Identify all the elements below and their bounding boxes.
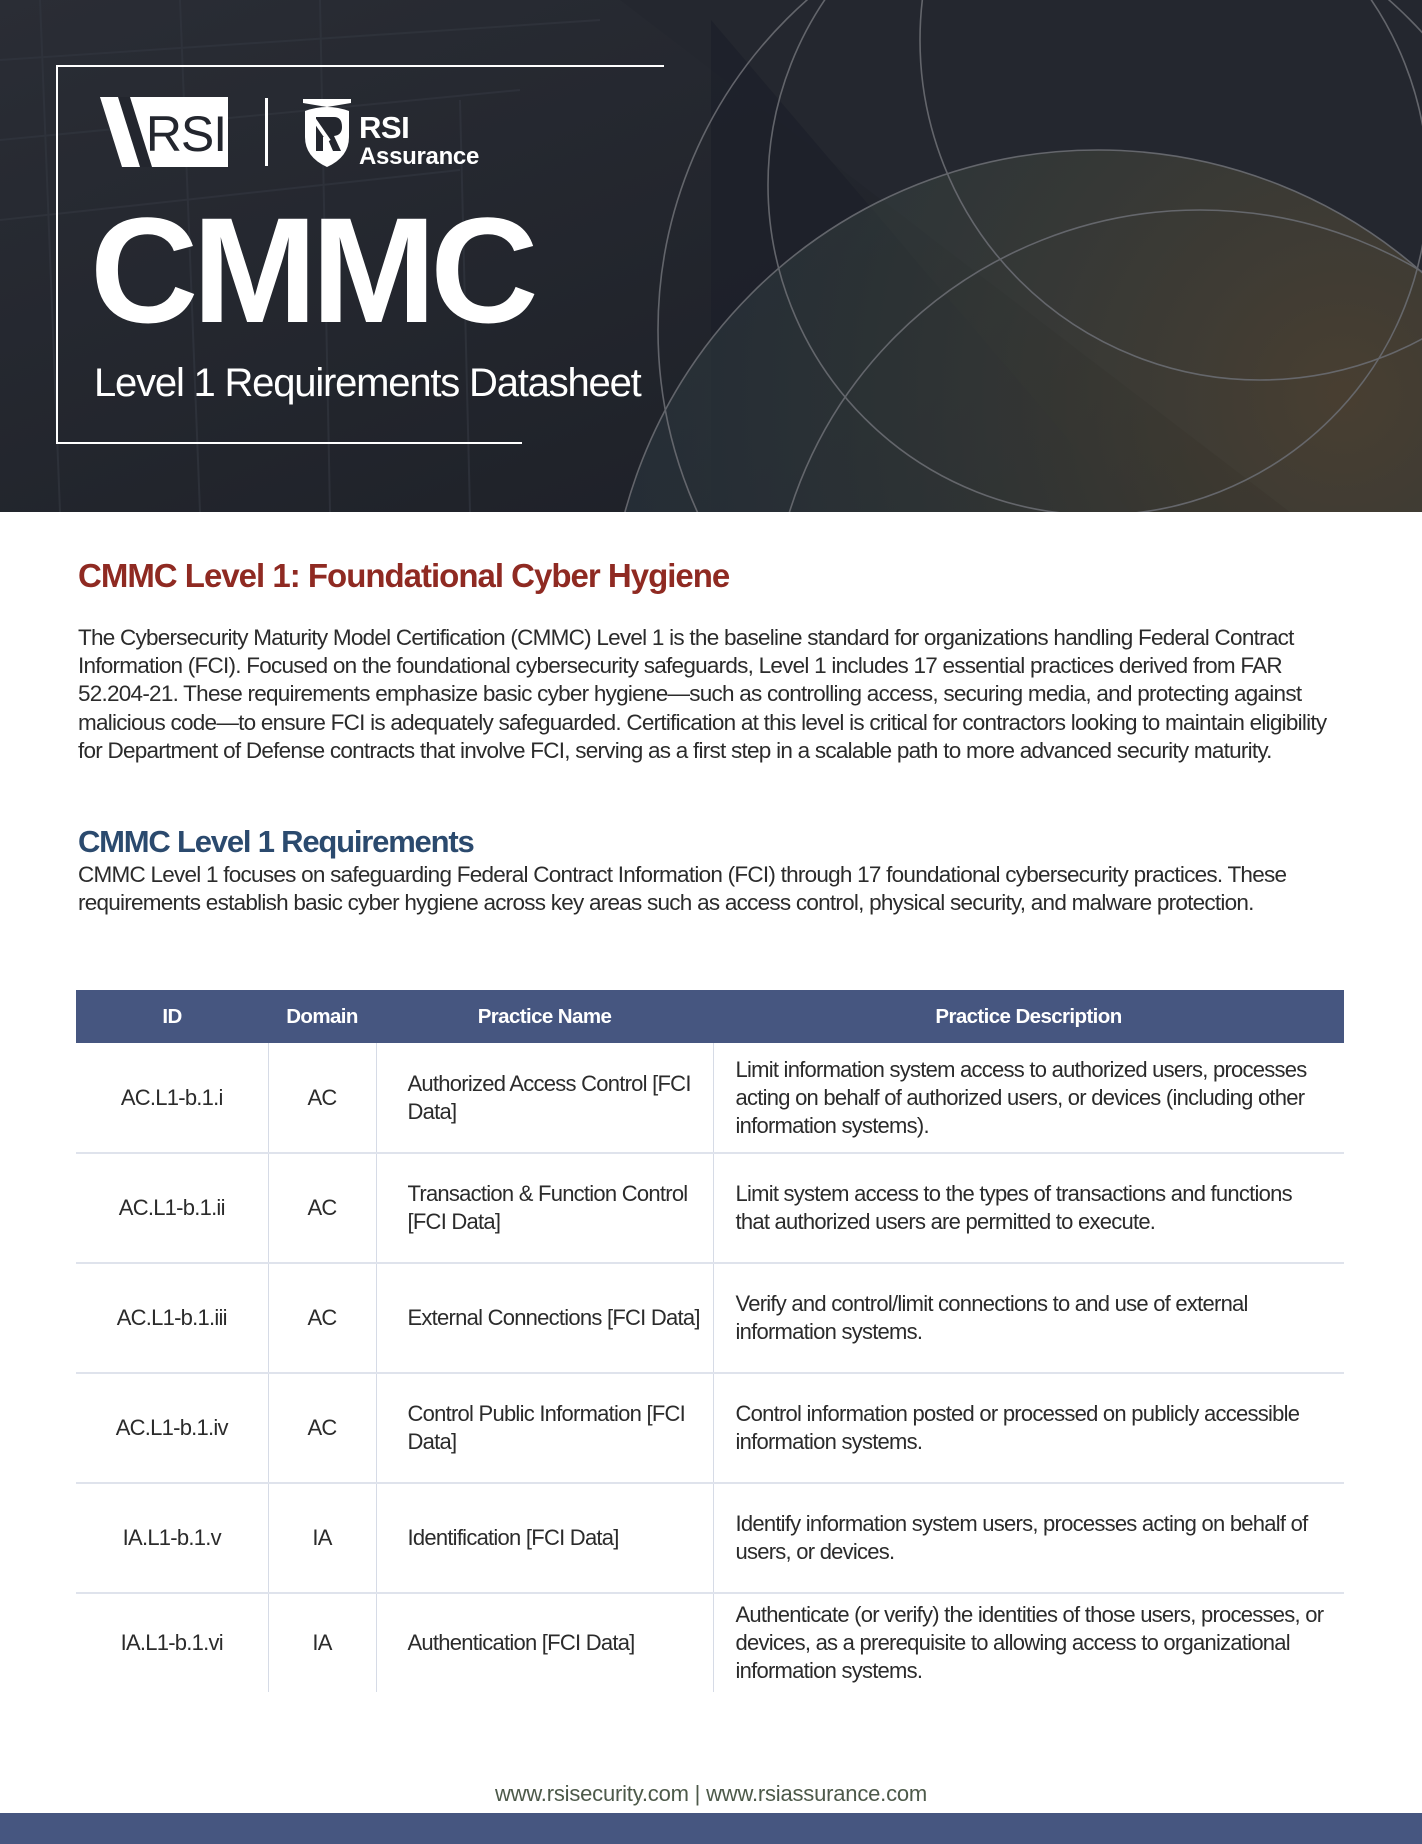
shield-icon [301,97,353,169]
cell-practice-description: Verify and control/limit connections to and use of external information systems. [713,1263,1344,1373]
rsi-logo-icon [100,97,228,167]
table-row [76,1263,1344,1373]
footer-website-links[interactable]: www.rsisecurity.com | www.rsiassurance.com [494,1781,928,1806]
column-header-practice-name: Practice Name [376,990,713,1043]
hero-frame-line [56,65,58,444]
section-heading-requirements: CMMC Level 1 Requirements [78,824,474,859]
cell-domain: AC [268,1043,376,1153]
cell-practice-description: Authenticate (or verify) the identities of those users, processes, or devices, as a prerequisite to allowing access to organizational information systems. [713,1593,1344,1692]
footer-bar [0,1813,1422,1844]
cell-id: AC.L1-b.1.iii [116,1305,227,1330]
table-row [76,1373,1344,1483]
cell-practice-name: External Connections [FCI Data] [376,1263,713,1373]
cell-practice-name: Control Public Information [FCI Data] [376,1373,713,1483]
hero-frame-line [56,442,522,444]
cell-domain: IA [268,1483,376,1593]
cell-domain: AC [268,1153,376,1263]
cell-practice-name: Transaction & Function Control [FCI Data] [376,1153,713,1263]
cell-practice-name: Authorized Access Control [FCI Data] [376,1043,713,1153]
hero-title: CMMC [90,186,533,354]
svg-text:RSI: RSI [145,106,227,162]
cell-practice-description: Limit information system access to authorized users, processes acting on behalf of authorized users, or devices (including other information systems). [713,1043,1344,1153]
table-header-row [76,990,1344,1043]
cell-practice-name: Identification [FCI Data] [376,1483,713,1593]
hero-banner [0,0,1422,512]
requirements-paragraph: CMMC Level 1 focuses on safeguarding Federal Contract Information (FCI) through 17 foundational cybersecurity practices. These requirements establish basic cyber hygiene across key areas such as access control, physical security, and malware protection. [78,862,1287,916]
rsi-assurance-logo-name: RSI [359,110,410,145]
hero-subtitle: Level 1 Requirements Datasheet [94,361,641,405]
cell-id: IA.L1-b.1.vi [120,1630,223,1655]
column-header-domain: Domain [268,990,376,1043]
cell-id: AC.L1-b.1.i [120,1084,223,1110]
requirements-table [76,990,1344,1692]
table-row [76,1593,1344,1692]
cell-practice-description: Identify information system users, processes acting on behalf of users, or devices. [713,1483,1344,1593]
cell-id: AC.L1-b.1.iv [115,1415,228,1440]
cell-domain: IA [268,1593,376,1692]
cell-practice-name: Authentication [FCI Data] [376,1593,713,1692]
cell-practice-description: Control information posted or processed on publicly accessible information systems. [713,1373,1344,1483]
table-row [76,1153,1344,1263]
logo-divider [265,98,268,166]
column-header-id: ID [76,990,268,1043]
hero-frame-line [56,65,664,67]
column-header-practice-description: Practice Description [713,990,1344,1043]
cell-practice-description: Limit system access to the types of transactions and functions that authorized users are permitted to execute. [713,1153,1344,1263]
rsi-assurance-logo-sub: Assurance [359,143,480,170]
cell-id: IA.L1-b.1.v [122,1525,221,1550]
table-row [76,1483,1344,1593]
cell-domain: AC [268,1373,376,1483]
section-heading-foundational: CMMC Level 1: Foundational Cyber Hygiene [78,557,730,594]
intro-paragraph: The Cybersecurity Maturity Model Certification (CMMC) Level 1 is the baseline standard for organizations handling Federal Contract Information (FCI). Focused on the foundational cybersecurity safeguards, Level 1 includes 17 essential practices derived from FAR 52.204-21. These requirements emphasize basic cyber hygiene—such as controlling access, securing media, and protecting against malicious code—to ensure FCI is adequately safeguarded. Certification at this level is critical for contractors looking to maintain eligibility for Department of Defense contracts that involve FCI, serving as a first step in a scalable path to more advanced security maturity. [78,625,1327,763]
cell-domain: AC [268,1263,376,1373]
table-row [76,1043,1344,1153]
cell-id: AC.L1-b.1.ii [118,1195,225,1220]
